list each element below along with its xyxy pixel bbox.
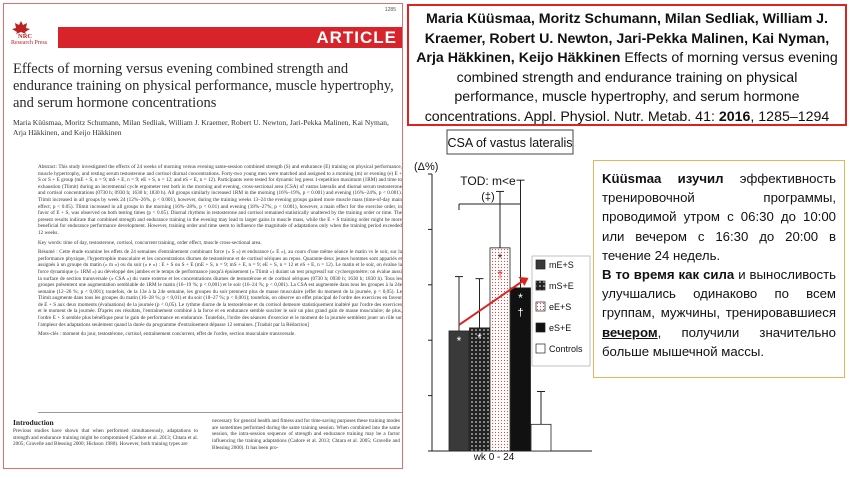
summary-paragraph-1	[602, 169, 836, 265]
x-axis-label: wk 0 - 24	[473, 452, 515, 463]
summary-paragraph-2	[602, 265, 836, 361]
summary-p2-end: , получили значительно больше мышечной массы.	[602, 324, 836, 359]
keywords: Key words: time of day, testosterone, cortisol, concurrent training, order effect, muscle cross-sectional area.	[38, 239, 262, 246]
legend-swatch	[536, 260, 545, 269]
legend-label: mS+E	[549, 281, 574, 291]
summary-p1-bold: Küüsmaa изучил	[602, 171, 724, 186]
tod-annotation: TOD: m<e	[460, 174, 516, 188]
resume-text: Résumé : Cette étude examine les effets de 24 semaines d'entraînement combinant force (« S ») et endurance (« E »), au cours d'une même séance le matin vs le soir, sur la performance physique, l'hypertrophie musculaire et les concentrations diurnes de testostérone et de cortisol sériques au repos. Quarante-deux jeunes hommes sont appariés et assignés à un groupe du matin (« m ») ou du soir (« e ») : E + S ou S + E (mE + S, n = 9; mS + E, n = 9; eE + S, n = 12 et eS + E, n = 12). Le matin et le soir, on évalue la force dynamique (« 1RM ») au développé des jambes et le temps de performance jusqu'à épuisement (« Tlimit ») durant un test progressif sur cycloergomètre; on évalue aussi la surface de section transversale (« CSA ») du vaste externe et les concentrations diurnes de testostérone et de cortisol sériques (0730 h; 0930 h; 1630 h; 1830 h). Tous les groupes présentent une augmentation semblable de 1RM le matin (16–19 %; p < 0,001) et le soir (16–24 %; p < 0,001). La CSA est augmentée dans tous les groupes à la 24e semaine (12–26 %; p < 0,001); toutefois, de la 13e à la 24e semaine, les groupes du soir prennent plus de masse musculaire (effet du moment de la journée, p < 0,05). Le Tlimit augmente dans tous les groupes du matin (16–28 %; p < 0,01) et du soir (18–27 %; p < 0,001); toutefois, on observe un effet principal de l'ordre des exercices en faveur de E + S aux deux moments (évaluations) de la journée (p < 0,05). Le rythme diurne de la testostérone et du cortisol demeure statistiquement inaltéré par l'ordre des exercices et le moment de la journée. D'après ces résultats, l'entraînement combiné à la force et en endurance semble susciter le soir un plus grand gain de masse musculaire; de plus, l'ordre E + S semble plus bénéfique pour le gain de performance en endurance. Toutefois, l'ordre des séances d'exercice et le moment de la journée semblent jouer un rôle sur l'ampleur des adaptations seulement quand la durée du programme d'entraînement dépasse 12 semaines. [Traduit par la Rédaction]	[38, 249, 402, 328]
nrc-logo	[11, 20, 55, 52]
tod-symbol: (‡)	[481, 191, 495, 203]
legend-swatch	[536, 323, 545, 332]
summary-p2-underlined: вечером	[602, 324, 658, 340]
citation-authors: Maria Küüsmaa, Moritz Schumann, Milan Sedliak, William J. Kraemer, Robert U. Newton, Jari-Pekka Malinen, Kai Nyman, Arja Häkkinen, Keijo Häkkinen	[416, 11, 830, 66]
legend-label: Controls	[549, 344, 583, 354]
bar-mE+S	[449, 331, 469, 451]
citation-box	[407, 4, 847, 126]
abstract-block	[38, 164, 402, 412]
citation-year: 2016	[718, 108, 751, 125]
article-label: ARTICLE	[316, 28, 397, 47]
chart-title: CSA of vastus lateralis	[447, 136, 573, 150]
significance-marker: *	[497, 250, 503, 265]
summary-p1-text: эффективность тренировочной программы, проводимой утром с 06:30 до 10:00 или вечером с 16:30 до 20:00 в течение 24 недель.	[602, 171, 836, 263]
intro-column-2: necessary for general health and fitness and for time-saving purposes these training modes are sometimes performed during the same training session. When combined into the same session, the intra-session sequence of strength and endurance training may be a factor influencing the training adaptations (Cadore et al. 2013; Chtara et al. 2005; Gravelle and Blessing 2000). It has been pro-	[212, 418, 400, 451]
significance-marker: *	[518, 290, 523, 305]
legend-label: eE+S	[549, 302, 572, 312]
legend-swatch	[536, 344, 545, 353]
summary-p2-text: и выносливость улучшались одинаково по всем группам, мужчины, тренировавшиеся	[602, 267, 837, 321]
bar-Controls	[531, 424, 551, 451]
paper-authors: Maria Küüsmaa, Moritz Schumann, Milan Sedliak, William J. Kraemer, Robert U. Newton, Jari-Pekka Malinen, Kai Nyman, Arja Häkkinen, and Keijo Häkkinen	[13, 118, 389, 137]
article-band	[58, 27, 403, 48]
logo-line2: Research Press	[11, 40, 48, 46]
legend-label: eS+E	[549, 323, 572, 333]
abstract-text: Abstract: This study investigated the effects of 24 weeks of morning versus evening same-session combined strength (S) and endurance (E) training on physical performance, muscle hypertrophy, and resting serum testosterone and cortisol diurnal concentrations. Forty-two young men were matched and assigned to a morning (m) or evening (e) E + S or S + E group (mE + S, n = 9; mS + E, n = 9; eE + S, n = 12; and eS + E, n = 12). Participants were tested for dynamic leg press 1-repetition maximum (1RM) and time to exhaustion (Tlimit) during an incremental cycle ergometer test both in the morning and evening, cross-sectional area (CSA) of vastus lateralis and diurnal serum testosterone and cortisol concentrations (0730 h; 0930 h; 1630 h; 1830 h). All groups similarly increased 1RM in the morning (16%–19%, p < 0.001) and evening (16%–24%, p < 0.001). Tlimit increased in all groups by week 24 (12%–26%, p < 0.001), however, during the training weeks 13–24 the evening groups gained more muscle mass (time-of-day main effect; p < 0.05). Tlimit increased in all groups in the morning (16%–28%, p < 0.01) and evening (18%–27%, p < 0.001), however, a main effect for the exercise order, in favor of E + S, was observed on both testing times (p < 0.05). Diurnal rhythms in testosterone and cortisol remained statistically unaltered by the training order or time. The present results indicate that combined strength and endurance training in the evening may lead to larger gains in muscle mass, while the E + S training order might be more beneficial for endurance performance development. However, training order and time seem to influence the magnitude of adaptations only when the training period exceeded 12 weeks.	[38, 164, 402, 236]
dagger-mark-eSE: †	[517, 306, 524, 319]
divider	[38, 412, 402, 413]
russian-summary	[593, 160, 845, 378]
csa-chart	[410, 128, 592, 474]
legend-swatch	[536, 302, 545, 311]
paper-page	[3, 3, 403, 469]
logo-line1: NRC	[18, 33, 33, 40]
significance-marker: *	[456, 333, 462, 348]
chart-legend	[532, 256, 590, 366]
mots-cles: Mots-clés : moment du jour, testostérone, cortisol, entraînement concurrent, effet de l'ordre, section musculaire transversale.	[38, 331, 296, 338]
dagger-mark-eES: †	[496, 268, 504, 281]
citation-pages: , 1285–1294	[750, 108, 830, 125]
page-number: 1285	[384, 7, 396, 13]
significance-marker: *	[477, 330, 482, 345]
bar-mS+E	[470, 328, 490, 451]
y-axis-label: (Δ%)	[414, 161, 439, 173]
citation-title: Effects of morning versus evening combined strength and endurance training on physical performance, muscle hypertrophy, and serum hormone concentrations. Appl. Physiol. Nutr. Metab. 41:	[424, 50, 838, 125]
summary-p2-bold: В то время как сила	[602, 267, 735, 283]
paper-title: Effects of morning versus evening combined strength and endurance training on physical performance, muscle hypertrophy, and serum hormone concentrations	[13, 61, 394, 111]
legend-label: mE+S	[549, 260, 574, 270]
intro-heading: Introduction	[13, 418, 54, 427]
legend-swatch	[536, 281, 545, 290]
intro-column-1: Previous studies have shown that when performed simultaneously, adaptations to strength and endurance training might be compromised (Cadore et al. 2013; Chtara et al. 2005; Gravelle and Blessing 2000; Hickson 1980). However, both training types are	[13, 428, 198, 448]
